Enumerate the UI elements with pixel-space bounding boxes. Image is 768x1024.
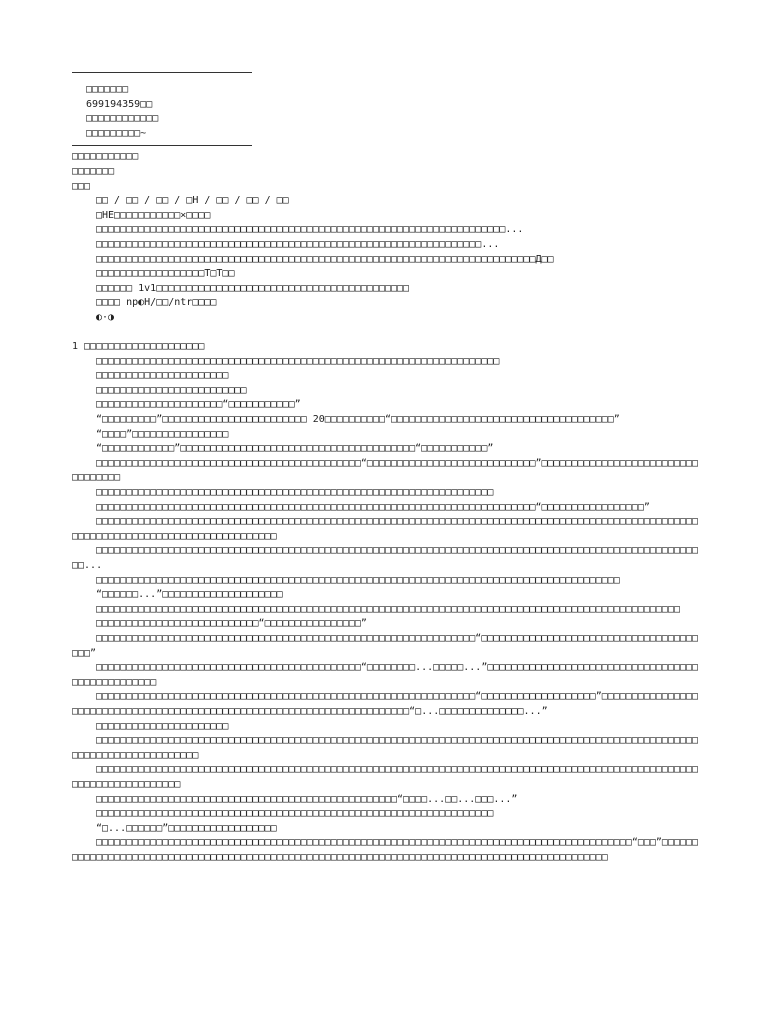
body-paragraph: “□□□□□□□□□”□□□□□□□□□□□□□□□□□□□□□□□□ 20□□□□□□□□□□“□□□□□□□□□□□□□□□□□□□□□□□□□□□□□□□□□□□□□”	[96, 414, 620, 426]
meta-tags: □□ / □□ / □□ / □H / □□ / □□ / □□	[96, 195, 289, 207]
body-paragraph: □□□□□□□□□□□□□□□□□□□□□□□□□	[96, 384, 247, 396]
body-paragraph: □□□□□□□□□□□□□□□□□□□□□□□□□□□□□□□□□□□□□□□□□□□□□□□□□□□□□□□□□□□□□□□□□□□□□□□□□□□□□□□□□□□□□□□□□“□□□”□□□□□□□□□□□□□□□□□□□□□□□□□□□□□□□□□□□□□□□□□□□□□□□□□□□□□□□□□□□□□□□□□□□□□□□□□□□□□□□□□□□□□□□□□□□□□□□	[72, 837, 699, 863]
body-paragraph: “□...□□□□□□”□□□□□□□□□□□□□□□□□□	[96, 822, 277, 834]
body-paragraph: □□□□□□□□□□□□□□□□□□□□□□□□□□□□□□□□□□□□□□□□□□□□□□□□□□□□□□□□□□□□□□□□□□□	[96, 355, 500, 367]
body-paragraph: □□□□□□□□□□□□□□□□□□□□□□□□□□□“□□□□□□□□□□□□□□□□”	[96, 618, 367, 630]
body-paragraph: “□□□□□□...”□□□□□□□□□□□□□□□□□□□□	[96, 589, 283, 601]
meta-paragraph-2: □□□□□□□□□□□□□□□□□□□□□□□□□□□□□□□□□□□□□□□□□□□□□□□□□□□□□□□□□□□□□□□□...	[96, 238, 500, 250]
meta-paragraph-3: □□□□□□□□□□□□□□□□□□□□□□□□□□□□□□□□□□□□□□□□□□□□□□□□□□□□□□□□□□□□□□□□□□□□□□□□□Д□□	[96, 253, 554, 265]
meta-line-3: □□□	[72, 180, 91, 192]
chapter-body	[72, 355, 702, 866]
meta-line-2: □□□□□□□	[72, 165, 115, 177]
body-paragraph: □□□□□□□□□□□□□□□□□□□□□□□□□□□□□□□□□□□□□□□□□□□□□□□□□□□□□□□□□□□□□□□□□□	[96, 808, 494, 820]
meta-paragraph-4: □□□□□□□□□□□□□□□□□□T□T□□	[96, 268, 235, 280]
header-line-3: □□□□□□□□□□□□	[86, 113, 159, 125]
meta-he: □HE□□□□□□□□□□□×□□□□	[96, 209, 211, 221]
meta-paragraph-7: ◐·◑	[96, 311, 115, 323]
body-paragraph: □□□□□□□□□□□□□□□□□□□□□□	[96, 370, 229, 382]
body-paragraph: □□□□□□□□□□□□□□□□□□□□□“□□□□□□□□□□□”	[96, 399, 301, 411]
meta-paragraph-1: □□□□□□□□□□□□□□□□□□□□□□□□□□□□□□□□□□□□□□□□□□□□□□□□□□□□□□□□□□□□□□□□□□□□...	[96, 224, 524, 236]
header-rule-top	[72, 72, 252, 73]
body-paragraph: □□□□□□□□□□□□□□□□□□□□□□	[96, 720, 229, 732]
header-line-2: 699194359□□	[86, 98, 153, 110]
body-paragraph: □□□□□□□□□□□□□□□□□□□□□□□□□□□□□□□□□□□□□□□□□□□□□□□□□□□□□□□□□□□□□□□□□□	[96, 487, 494, 499]
body-paragraph: □□□□□□□□□□□□□□□□□□□□□□□□□□□□□□□□□□□□□□□□□□□□□□□□□□□□□□□□□□□□□□□□□□□□□□□□□□□□□□□□□□□□□□□□□□□□□□□□□□□□□□□□□□□□□□□□□□□□□□	[72, 764, 699, 790]
body-paragraph: □□□□□□□□□□□□□□□□□□□□□□□□□□□□□□□□□□□□□□□□□□□□□□□□□□□□□□□□□□□□□□□“□□□□□□□□□□□□□□□□□□□□□□□□□□□□□□□□□□□□□□□”	[72, 632, 699, 659]
header-line-4: □□□□□□□□□~	[86, 127, 147, 139]
body-paragraph: □□□□□□□□□□□□□□□□□□□□□□□□□□□□□□□□□□□□□□□□□□□□□□□□□□□□□□□□□□□□□□□□□□□□□□□□□□□□□□□□□□□□□□□□□□□□□□□□□□□□□□...	[72, 545, 699, 571]
body-paragraph: □□□□□□□□□□□□□□□□□□□□□□□□□□□□□□□□□□□□□□□□□□□□“□□□□□□□□□□□□□□□□□□□□□□□□□□□□”□□□□□□□□□□□□□□□□□□□□□□□□□□□□□□□□□□	[72, 457, 699, 484]
body-paragraph: □□□□□□□□□□□□□□□□□□□□□□□□□□□□□□□□□□□□□□□□□□□□□□□□□□“□□□□...□□...□□□...”	[96, 793, 518, 805]
body-paragraph: “□□□□”□□□□□□□□□□□□□□□□	[96, 428, 229, 440]
body-paragraph: □□□□□□□□□□□□□□□□□□□□□□□□□□□□□□□□□□□□□□□□□□□□“□□□□□□□□...□□□□□...”□□□□□□□□□□□□□□□□□□□□□□□□□□□□□□□□□□□□□□□□□□□□□□□□□	[72, 662, 699, 688]
body-paragraph: □□□□□□□□□□□□□□□□□□□□□□□□□□□□□□□□□□□□□□□□□□□□□□□□□□□□□□□□□□□□□□□□□□□□□□□□□□□□□□□□□□□□□□□□□□□□□□□□□□□□□□□□□□□□□□□□□□□□□□□□□	[72, 735, 699, 761]
body-paragraph: □□□□□□□□□□□□□□□□□□□□□□□□□□□□□□□□□□□□□□□□□□□□□□□□□□□□□□□□□□□□□□□“□□□□□□□□□□□□□□□□□□□”□□□□□□□□□□□□□□□□□□□□□□□□□□□□□□□□□□□□□□□□□□□□□□□□□□□□□□□□□□□□□□□□□□□□□□□□“□...□□□□□□□□□□□□□□...”	[72, 691, 699, 717]
meta-paragraph-6: □□□□ np◐H/□□/ntr□□□□	[96, 297, 217, 309]
meta-line-1: □□□□□□□□□□□	[72, 151, 139, 163]
body-paragraph: □□□□□□□□□□□□□□□□□□□□□□□□□□□□□□□□□□□□□□□□□□□□□□□□□□□□□□□□□□□□□□□□□□□□□□□□□□□□□□□□□□□□□□□	[96, 574, 620, 586]
header-rule-bottom	[72, 145, 252, 146]
body-paragraph: “□□□□□□□□□□□□”□□□□□□□□□□□□□□□□□□□□□□□□□□□□□□□□□□□□□□□“□□□□□□□□□□□”	[96, 443, 494, 455]
body-paragraph: □□□□□□□□□□□□□□□□□□□□□□□□□□□□□□□□□□□□□□□□□□□□□□□□□□□□□□□□□□□□□□□□□□□□□□□□□“□□□□□□□□□□□□□□□□□”	[96, 501, 650, 513]
meta-paragraph-5: □□□□□□ 1v1□□□□□□□□□□□□□□□□□□□□□□□□□□□□□□□□□□□□□□□□□□	[96, 282, 410, 294]
body-paragraph: □□□□□□□□□□□□□□□□□□□□□□□□□□□□□□□□□□□□□□□□□□□□□□□□□□□□□□□□□□□□□□□□□□□□□□□□□□□□□□□□□□□□□□□□□□□□□□□□□□□□□□□□□□□□□□□□□□□□□□□□□□□□□□□□□□□□□□	[72, 516, 699, 542]
body-paragraph: □□□□□□□□□□□□□□□□□□□□□□□□□□□□□□□□□□□□□□□□□□□□□□□□□□□□□□□□□□□□□□□□□□□□□□□□□□□□□□□□□□□□□□□□□□□□□□□□□	[96, 603, 680, 615]
document-page	[72, 72, 702, 865]
chapter-heading: 1 □□□□□□□□□□□□□□□□□□□□	[72, 341, 205, 353]
header-line-1: □□□□□□□	[86, 84, 129, 95]
